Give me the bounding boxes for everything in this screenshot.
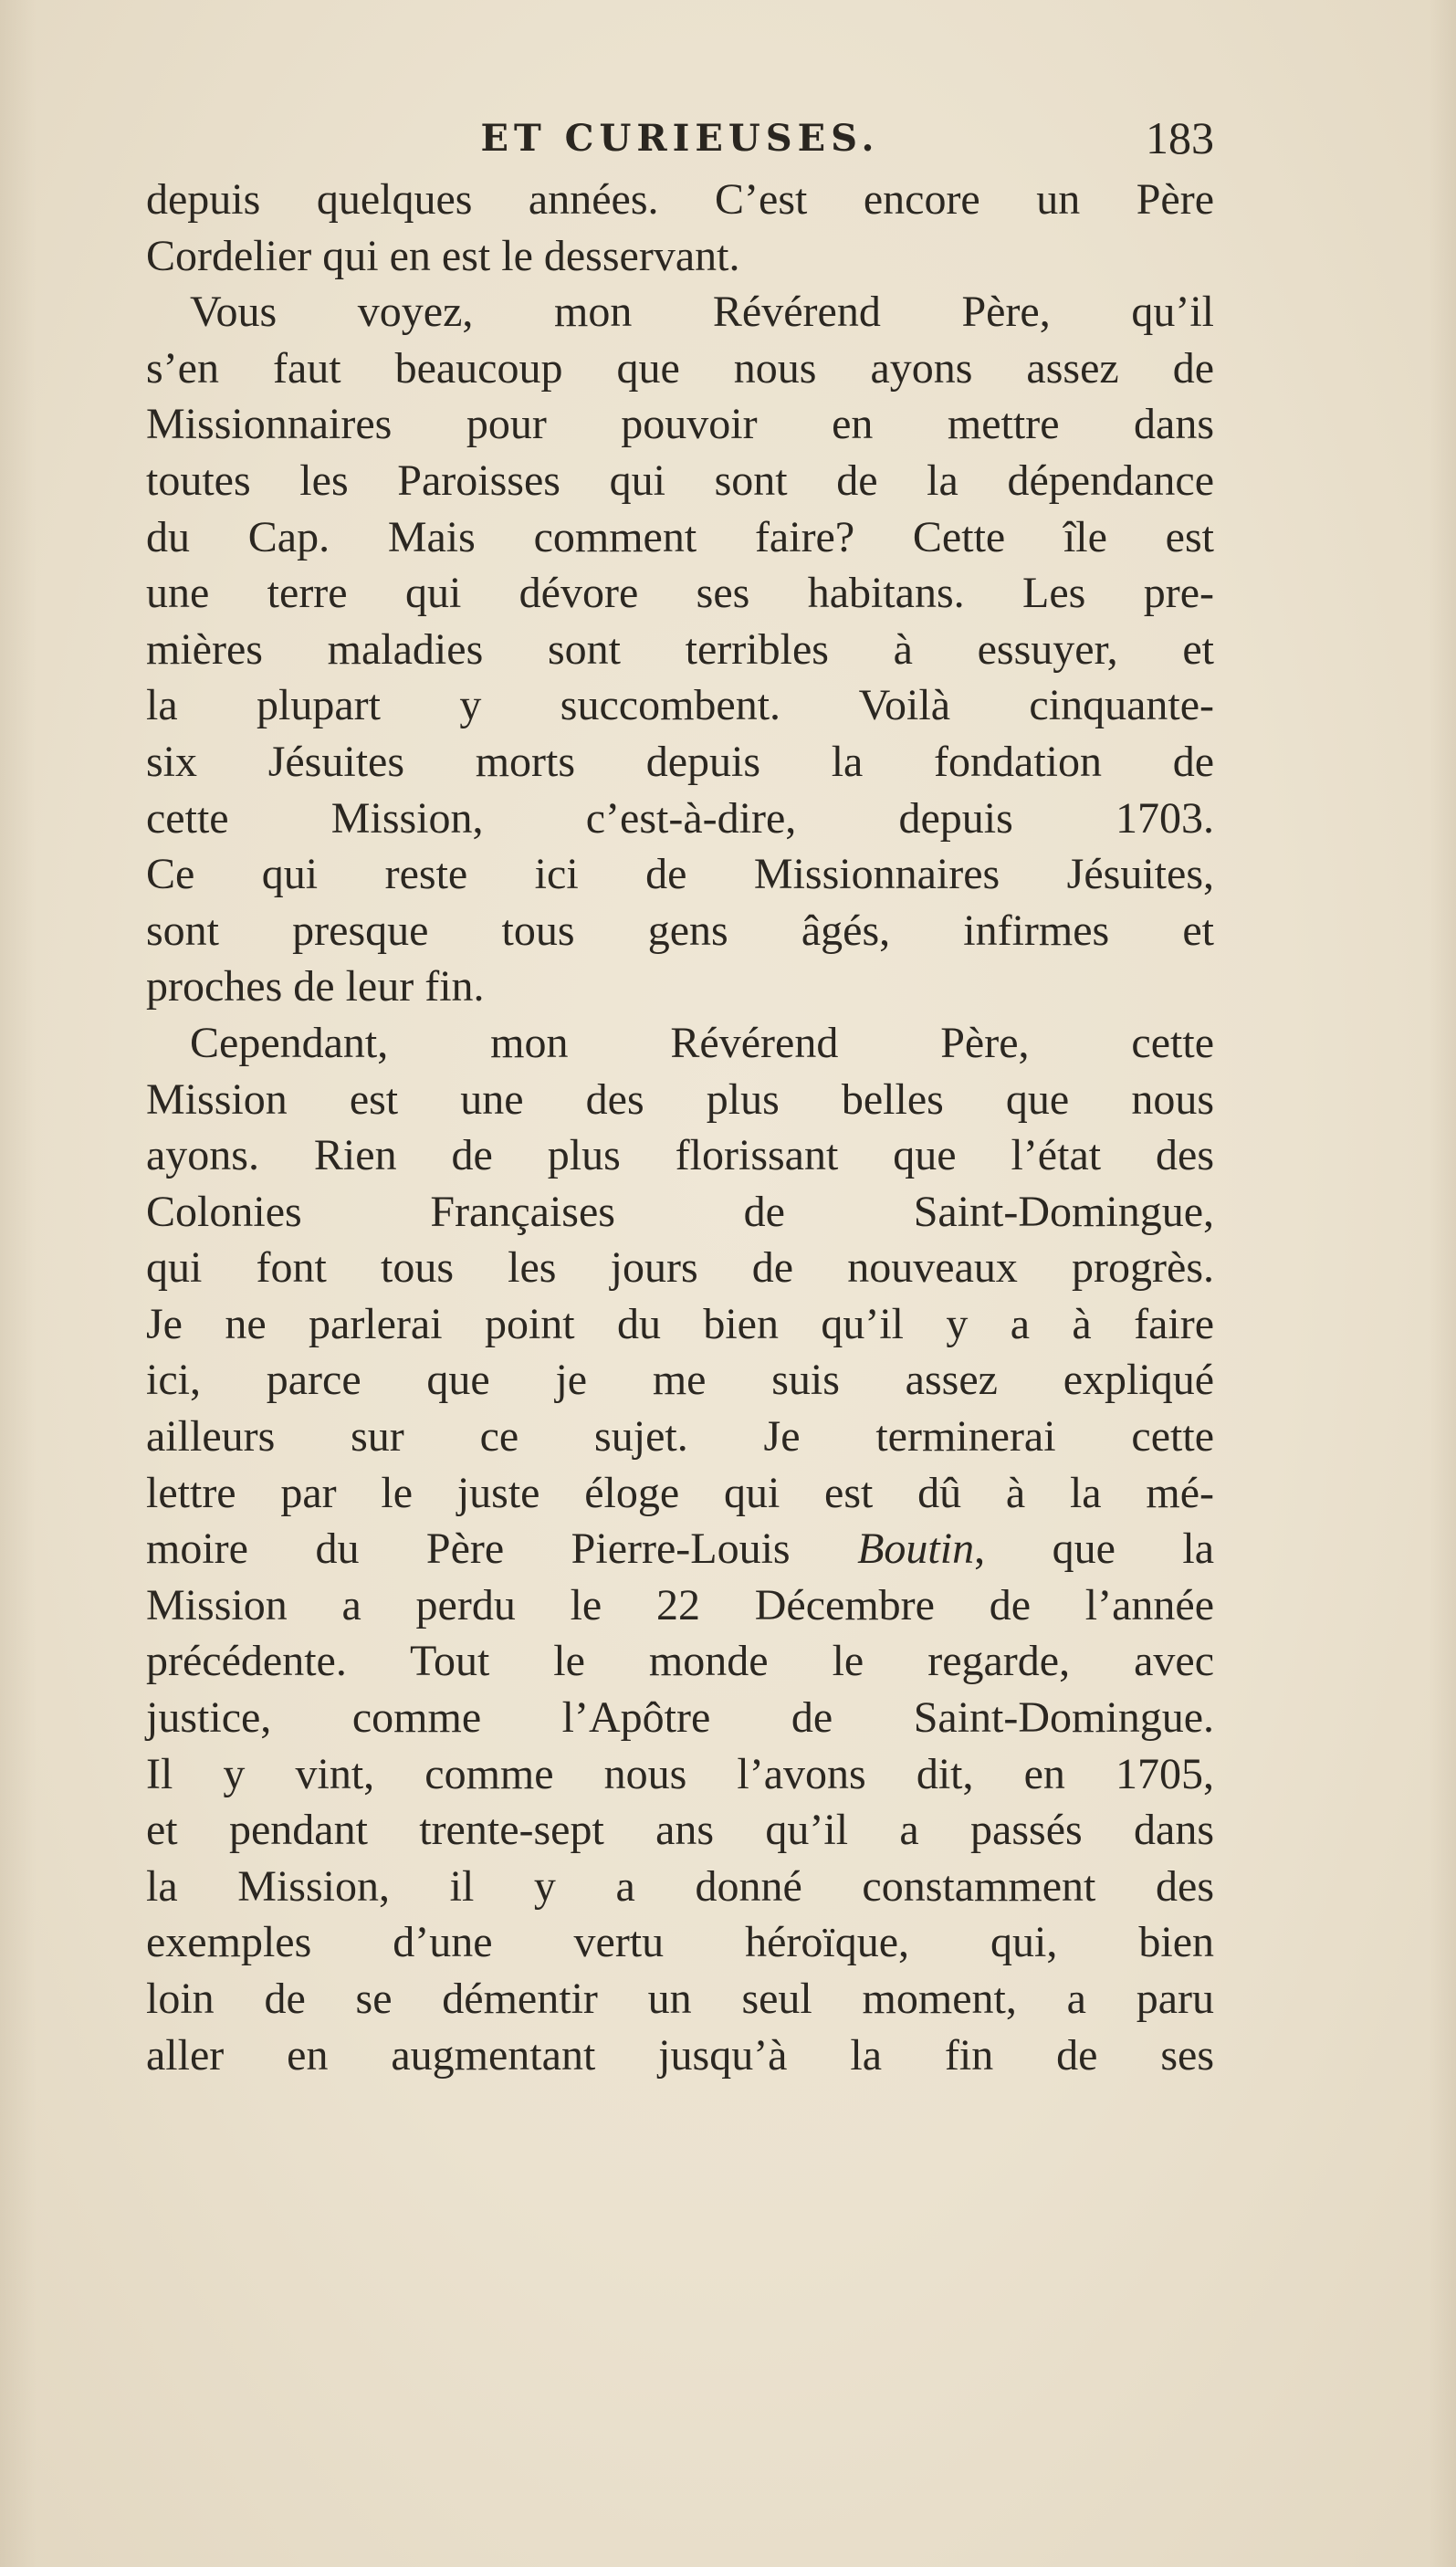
gutter-shadow [0, 0, 37, 2567]
text-line: lettre par le juste éloge qui est dû à la mé- [146, 1468, 1214, 1517]
running-title: ET CURIEUSES. [480, 117, 880, 160]
text-line: Missionnaires pour pouvoir en mettre dans [146, 400, 1214, 449]
text-line: s’en faut beaucoup que nous ayons assez de [146, 343, 1214, 393]
text-line: Mission est une des plus belles que nous [146, 1074, 1214, 1124]
text-line: justice, comme l’Apôtre de Saint-Domingue. [146, 1693, 1214, 1743]
text-line: Vous voyez, mon Révérend Père, qu’il [190, 288, 1214, 337]
text-line: Ce qui reste ici de Missionnaires Jésuites, [146, 850, 1214, 899]
page-number: 183 [1146, 112, 1214, 163]
text-line: Cordelier qui en est le desservant. [146, 231, 740, 280]
text-line: et pendant trente-sept ans qu’il a passés dans [146, 1806, 1214, 1855]
text-line: aller en augmentant jusqu’à la fin de ses [146, 2030, 1214, 2080]
edge-shadow [1429, 0, 1456, 2567]
running-head [146, 112, 1214, 172]
text-line: Cependant, mon Révérend Père, cette [190, 1018, 1214, 1067]
text-line: Mission a perdu le 22 Décembre de l’année [146, 1580, 1214, 1629]
text-line: ici, parce que je me suis assez expliqué [146, 1356, 1214, 1405]
text-line: sont presque tous gens âgés, infirmes et [146, 906, 1214, 955]
text-line: la Mission, il y a donné constamment des [146, 1861, 1214, 1911]
text-line: cette Mission, c’est-à-dire, depuis 1703. [146, 793, 1214, 843]
text-line: depuis quelques années. C’est encore un Père [146, 175, 1214, 224]
text-line: exemples d’une vertu héroïque, qui, bien [146, 1918, 1214, 1967]
text-line: moire du Père Pierre-Louis Boutin, que la [146, 1524, 1214, 1574]
text-line: loin de se démentir un seul moment, a paru [146, 1975, 1214, 2023]
text-line: mières maladies sont terribles à essuyer, et [146, 624, 1214, 674]
body-text [146, 172, 1214, 2083]
text-line: précédente. Tout le monde le regarde, avec [146, 1637, 1214, 1686]
text-line: qui font tous les jours de nouveaux progrès. [146, 1243, 1214, 1293]
text-line: Je ne parlerai point du bien qu’il y a à faire [146, 1299, 1214, 1348]
text-line: la plupart y succombent. Voilà cinquante- [146, 681, 1214, 730]
text-line: proches de leur fin. [146, 962, 485, 1011]
text-line: Colonies Françaises de Saint-Domingue, [146, 1187, 1214, 1236]
text-line: ayons. Rien de plus florissant que l’état des [146, 1131, 1214, 1180]
text-line: du Cap. Mais comment faire? Cette île est [146, 512, 1214, 561]
text-line: une terre qui dévore ses habitans. Les pre- [146, 569, 1214, 618]
text-line: toutes les Paroisses qui sont de la dépendance [146, 456, 1214, 505]
text-line: ailleurs sur ce sujet. Je terminerai cette [146, 1412, 1214, 1462]
text-line: six Jésuites morts depuis la fondation de [146, 737, 1214, 786]
text-line: Il y vint, comme nous l’avons dit, en 1705, [146, 1749, 1214, 1798]
